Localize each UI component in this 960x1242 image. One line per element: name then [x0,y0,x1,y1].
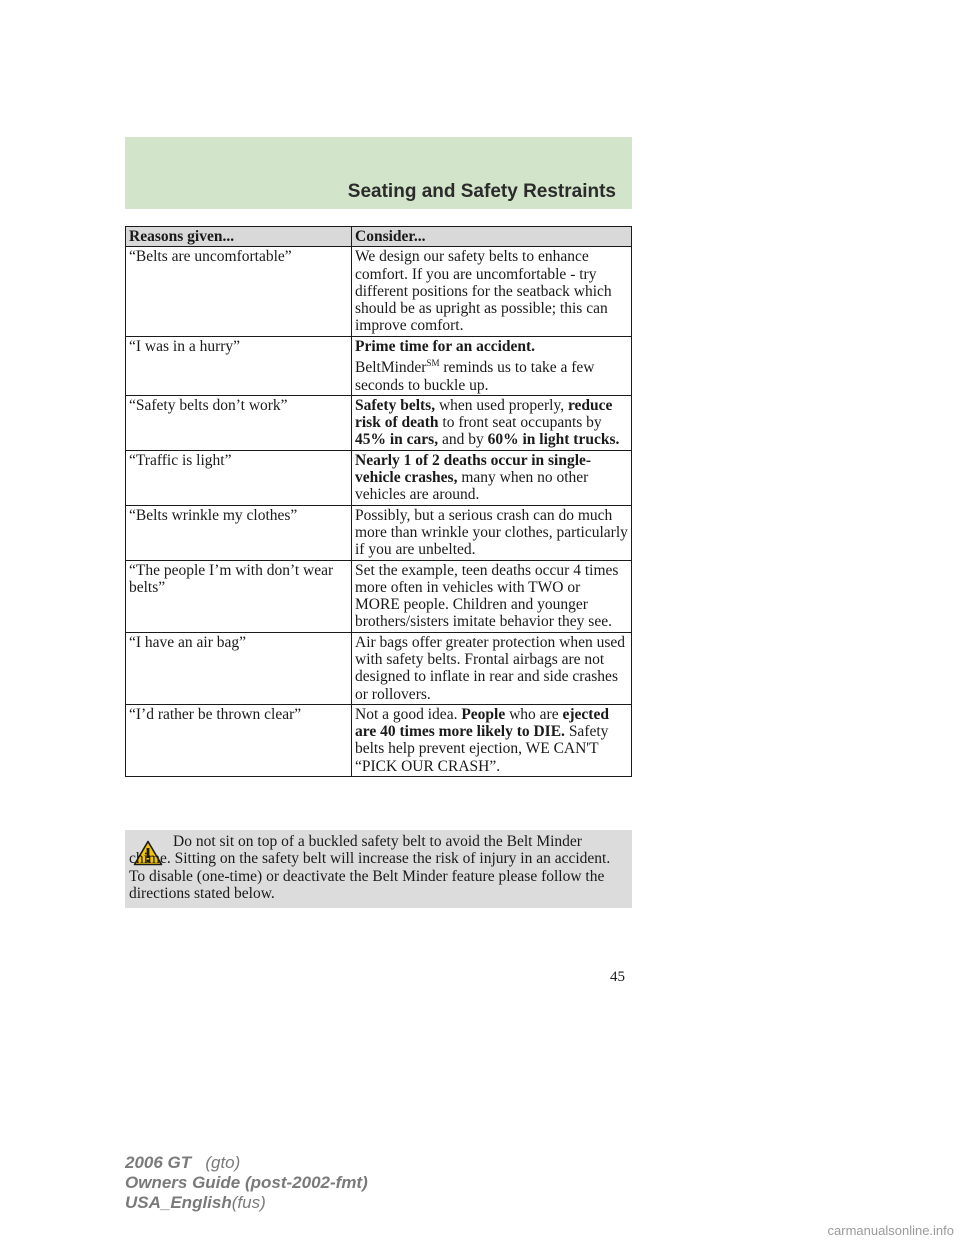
bold-phrase: People [461,705,506,723]
bold-phrase: Nearly 1 of 2 deaths occur in single-vehicle crashes, [355,451,592,487]
footer-language-code: (fus) [231,1193,266,1212]
table-row [126,395,632,450]
reason-cell: “Traffic is light” [126,450,352,505]
reason-cell: “Belts are uncomfortable” [126,247,352,336]
section-header-band [125,137,632,209]
table-row [126,505,632,560]
reason-cell: “Belts wrinkle my clothes” [126,505,352,560]
table-row [126,336,632,395]
bold-phrase: reduce risk of death [355,396,613,432]
table-row [126,632,632,704]
document-footer [125,1153,368,1213]
text-run: many when no other vehicles are around. [355,469,589,504]
column-header-reasons: Reasons given... [126,227,352,247]
consider-cell: Air bags offer greater protection when used with safety belts. Frontal airbags are not designed to inflate in rear and side crashes or rollovers. [352,632,632,704]
reasons-table [125,226,632,777]
table-row [126,704,632,776]
service-mark: SM [426,358,440,369]
table-row [126,560,632,632]
warning-box [125,830,632,908]
footer-language: USA_English [125,1193,232,1212]
brand-name: BeltMinder [355,359,427,377]
text-run: reminds us to take a few seconds to buckle up. [355,359,595,394]
bold-phrase: 45% in cars, [355,431,439,449]
footer-line [125,1173,368,1193]
consider-cell: We design our safety belts to enhance comfort. If you are uncomfortable - try different positions for the seatback which should be as upright as possible; this can improve comfort. [352,247,632,336]
bold-phrase: 60% in light trucks. [487,431,620,449]
footer-model-code: (gto) [205,1153,241,1172]
watermark: carmanualsonline.info [827,1223,954,1238]
consider-cell [352,450,632,505]
text-run: and by [438,431,488,449]
consider-cell [352,704,632,776]
table-header-row [126,227,632,247]
consider-cell [352,336,632,395]
text-run: Not a good idea. [355,705,462,723]
consider-cell: Possibly, but a serious crash can do much more than wrinkle your clothes, particularly if you are unbelted. [352,505,632,560]
table-row [126,450,632,505]
text-run: who are [505,705,563,723]
consider-cell: Set the example, teen deaths occur 4 times more often in vehicles with TWO or MORE people. Children and younger brothers/sisters imitate behavior they see. [352,560,632,632]
consider-cell [352,395,632,450]
page-number: 45 [610,969,625,985]
footer-model: 2006 GT [125,1153,192,1172]
text-run: when used properly, [435,396,568,414]
bold-phrase: ejected are 40 times more likely to DIE. [355,705,609,741]
column-header-consider: Consider... [352,227,632,247]
reason-cell: “The people I’m with don’t wear belts” [126,560,352,632]
reason-cell: “Safety belts don’t work” [126,395,352,450]
footer-line [125,1193,368,1213]
bold-phrase: Safety belts, [355,396,436,414]
reason-cell: “I’d rather be thrown clear” [126,704,352,776]
warning-text: Do not sit on top of a buckled safety belt to avoid the Belt Minder chime. Sitting on the safety belt will increase the risk of injury in an accident. To disable (one-time) or deactivate the Belt Minder feature please follow the directions stated below. [129,833,611,902]
text-run: Safety belts help prevent ejection, WE CAN'T “PICK OUR CRASH”. [355,723,609,775]
reason-cell: “I have an air bag” [126,632,352,704]
table-row [126,247,632,336]
section-title: Seating and Safety Restraints [347,181,616,202]
text-run: to front seat occupants by [438,414,602,432]
footer-line [125,1153,368,1173]
bold-phrase: Prime time for an accident. [355,337,536,355]
reason-cell: “I was in a hurry” [126,336,352,395]
footer-guide: Owners Guide (post-2002-fmt) [125,1173,368,1192]
